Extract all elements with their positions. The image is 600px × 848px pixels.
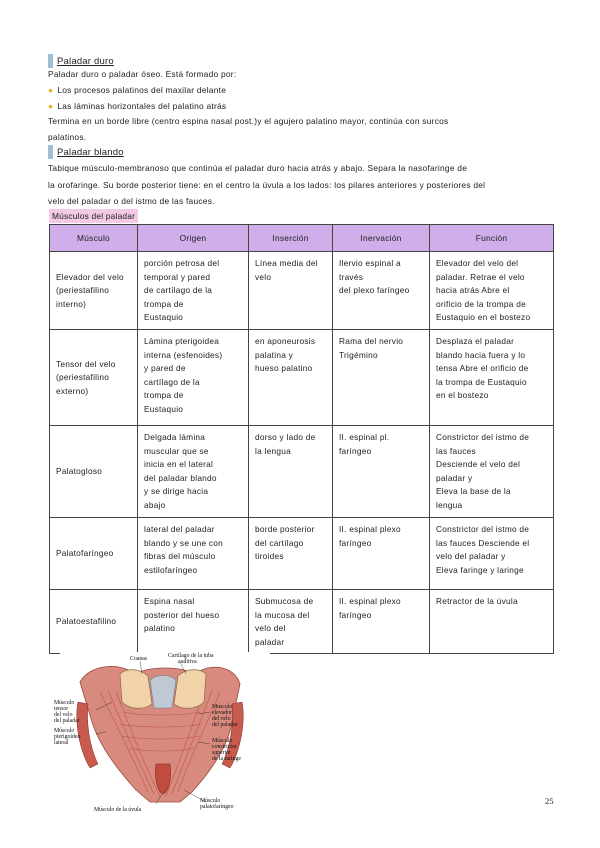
soft-palate-text-2: la orofaringe. Su borde posterior tiene: en el centro la úvula a los lados: los pilares anteriores y posteriores del <box>48 180 486 190</box>
table-title: Músculos del paladar <box>49 209 138 223</box>
label-elevador: elevador <box>212 710 232 716</box>
table-row <box>50 425 554 517</box>
hard-palate-intro: Paladar duro o paladar óseo. Está formado por: <box>48 69 237 79</box>
label-pterigoideo: pterigoideo <box>54 734 81 740</box>
cell-line: Desplaza el paladar <box>436 335 515 346</box>
cell-line: Eleva faringe y laringe <box>436 564 524 575</box>
column-header: Origen <box>138 225 249 252</box>
cell-line: Trigémino <box>339 349 378 360</box>
bullet-icon: ● <box>48 101 54 111</box>
cell-line: blando y se une con <box>144 537 224 548</box>
cell-line: palatina y <box>255 349 294 360</box>
table-cell-insercion <box>249 517 333 589</box>
label-pterigoideo: lateral <box>54 740 69 746</box>
cell-line: interno) <box>56 298 87 309</box>
hard-palate-heading-text: Paladar duro <box>57 55 114 67</box>
cell-line: borde posterior <box>255 523 315 534</box>
table-cell-inervacion <box>333 329 430 425</box>
cell-line: trompa de <box>144 390 184 401</box>
muscles-table <box>49 224 554 654</box>
cell-line: orificio de la trompa de <box>436 298 526 309</box>
cell-line: y se dirige hacia <box>144 486 209 497</box>
cell-line: interna (esfenoides) <box>144 349 223 360</box>
cell-line: fibras del músculo <box>144 551 216 562</box>
cell-line: externo) <box>56 385 89 396</box>
cell-line: Ilervio espinal a <box>339 258 401 268</box>
cell-line: Constrictor del istmo de <box>436 523 530 534</box>
table-cell-origen <box>138 589 249 653</box>
label-uvula: Músculo de la úvula <box>94 807 142 813</box>
cell-line: cartílago de la <box>144 376 200 387</box>
cell-line: la mucosa del <box>255 609 310 620</box>
cell-line: del plexo faríngeo <box>339 285 410 296</box>
heading-marker <box>48 145 53 159</box>
table-cell-origen <box>138 425 249 517</box>
cell-line: Lámina pterigoidea <box>144 335 220 346</box>
soft-palate-heading-text: Paladar blando <box>57 146 124 158</box>
cell-line: la trompa de Eustaquio <box>436 376 527 387</box>
table-cell-origen <box>138 329 249 425</box>
column-header: Inserción <box>249 225 333 252</box>
cell-line: velo del paladar y <box>436 551 506 562</box>
cell-line: II. espinal pl. <box>339 431 390 442</box>
label-tensor: tensor <box>54 706 69 712</box>
cell-line: Palatogloso <box>56 466 103 477</box>
column-header: Músculo <box>50 225 138 252</box>
cell-line: hacia atrás Abre el <box>436 285 510 296</box>
hard-palate-text-1: Termina en un borde libre (centro espina nasal post.)y el agujero palatino mayor, continúa con surcos <box>48 116 449 126</box>
table-row <box>50 589 554 653</box>
label-tensor: Músculo <box>54 700 75 706</box>
column-header: Inervación <box>333 225 430 252</box>
table-cell-inervacion <box>333 252 430 330</box>
label-pterigoideo: Músculo <box>54 728 75 734</box>
list-item <box>48 82 226 99</box>
table-cell-funcion <box>430 589 554 653</box>
cell-line: (periestafilino <box>56 372 110 383</box>
cell-line: porción petrosa del <box>144 258 220 268</box>
cell-line: blando hacia fuera y lo <box>436 349 526 360</box>
label-constrictor: constrictor <box>212 744 237 750</box>
cell-line: las fauces <box>436 445 476 456</box>
bullet-icon: ● <box>48 85 54 95</box>
cell-line: Constrictor del istmo de <box>436 431 530 442</box>
cell-line: paladar <box>255 636 285 647</box>
label-constrictor: de la faringe <box>212 756 241 762</box>
cell-line: (periestafilino <box>56 285 110 296</box>
cell-line: trompa de <box>144 298 184 309</box>
soft-palate-text-1: Tabique músculo-membranoso que continúa el paladar duro hacia atrás y abajo. Separa la nasofaringe de <box>48 163 468 173</box>
cell-line: en aponeurosis <box>255 335 316 346</box>
cell-line: II. espinal plexo <box>339 595 401 606</box>
hard-palate-text-2: palatinos. <box>48 132 87 142</box>
cell-line: velo del <box>255 623 286 634</box>
soft-palate-muscles-figure <box>54 652 270 817</box>
cell-line: temporal y pared <box>144 271 211 282</box>
table-cell-musculo <box>50 252 138 330</box>
cell-line: lateral del paladar <box>144 523 215 534</box>
cell-line: Eustaquio en el bostezo <box>436 312 531 323</box>
cell-line: tiroides <box>255 551 284 562</box>
palate-illustration <box>54 652 270 817</box>
cell-line: de cartílago de la <box>144 285 213 296</box>
label-elevador: Músculo <box>212 704 233 710</box>
cell-line: Eustaquio <box>144 403 184 414</box>
cell-line: y pared de <box>144 363 186 374</box>
table-row <box>50 252 554 330</box>
table-cell-inervacion <box>333 589 430 653</box>
table-header-row <box>50 225 554 252</box>
table-cell-insercion <box>249 589 333 653</box>
page-number: 25 <box>545 796 554 806</box>
cell-line: paladar. Retrae el velo <box>436 271 525 282</box>
table-cell-origen <box>138 517 249 589</box>
cell-line: Desciende el velo del <box>436 459 521 470</box>
table-cell-insercion <box>249 329 333 425</box>
cell-line: del paladar blando <box>144 472 217 483</box>
table-row <box>50 329 554 425</box>
cell-line: palatino <box>144 623 176 634</box>
table-cell-origen <box>138 252 249 330</box>
cell-line: Palatoestafilino <box>56 616 117 627</box>
label-palatofaringeo: palatofaríngeo <box>200 804 234 810</box>
table-cell-funcion <box>430 425 554 517</box>
cell-line: II. espinal plexo <box>339 523 401 534</box>
cell-line: Delgada lámina <box>144 431 206 442</box>
cell-line: Retractor de la úvula <box>436 595 518 606</box>
table-cell-musculo <box>50 329 138 425</box>
cell-line: Espina nasal <box>144 595 195 606</box>
cell-line: muscular que se <box>144 445 209 456</box>
label-cartilago: auditiva <box>178 659 197 665</box>
list-item-text: Las láminas horizontales del palatino atrás <box>57 101 227 111</box>
cell-line: del cartílago <box>255 537 304 548</box>
label-constrictor: superior <box>212 750 231 756</box>
table-cell-inervacion <box>333 517 430 589</box>
table-cell-insercion <box>249 425 333 517</box>
table-cell-musculo <box>50 517 138 589</box>
cell-line: tensa Abre el orificio de <box>436 363 529 374</box>
cell-line: faríngeo <box>339 609 372 620</box>
label-elevador: del paladar <box>212 722 238 728</box>
table-cell-insercion <box>249 252 333 330</box>
cell-line: Submucosa de <box>255 595 314 606</box>
label-constrictor: Músculo <box>212 738 233 744</box>
table-cell-funcion <box>430 252 554 330</box>
cell-line: Línea media del <box>255 258 318 268</box>
cell-line: dorso y lado de <box>255 431 316 442</box>
cell-line: Rama del nervio <box>339 335 404 346</box>
table-cell-musculo <box>50 425 138 517</box>
list-item-text: Los procesos palatinos del maxilar delante <box>57 85 227 95</box>
column-header: Función <box>430 225 554 252</box>
cell-line: inicia en el lateral <box>144 459 214 470</box>
cell-line: paladar y <box>436 472 473 483</box>
cell-line: abajo <box>144 499 166 510</box>
cell-line: Elevador del velo <box>56 271 124 282</box>
cell-line: Eleva la base de la <box>436 486 511 497</box>
label-elevador: del velo <box>212 716 231 722</box>
table-cell-inervacion <box>333 425 430 517</box>
cell-line: posterior del hueso <box>144 609 220 620</box>
table-cell-musculo <box>50 589 138 653</box>
cell-line: Elevador del velo del <box>436 258 519 268</box>
label-coanas: Coanas <box>130 656 148 662</box>
table-cell-funcion <box>430 329 554 425</box>
soft-palate-text-3: velo del paladar o del istmo de las fauces. <box>48 196 215 206</box>
label-tensor: del paladar <box>54 718 80 724</box>
cell-line: faríngeo <box>339 537 372 548</box>
cell-line: Eustaquio <box>144 312 184 323</box>
cell-line: Tensor del velo <box>56 358 116 369</box>
label-palatofaringeo: Músculo <box>200 798 221 804</box>
table-row <box>50 517 554 589</box>
cell-line: hueso palatino <box>255 363 313 374</box>
cell-line: faríngeo <box>339 445 372 456</box>
cell-line: velo <box>255 271 272 282</box>
label-cartilago: Cartílago de la tuba <box>168 653 214 659</box>
table-cell-funcion <box>430 517 554 589</box>
cell-line: la lengua <box>255 445 291 456</box>
cell-line: través <box>339 271 364 282</box>
cell-line: en el bostezo <box>436 390 489 401</box>
cell-line: las fauces Desciende el <box>436 537 530 548</box>
cell-line: estilofaríngeo <box>144 564 198 575</box>
cell-line: Palatofaríngeo <box>56 548 114 559</box>
cell-line: lengua <box>436 499 463 510</box>
label-tensor: del velo <box>54 712 73 718</box>
soft-palate-heading <box>48 145 124 159</box>
